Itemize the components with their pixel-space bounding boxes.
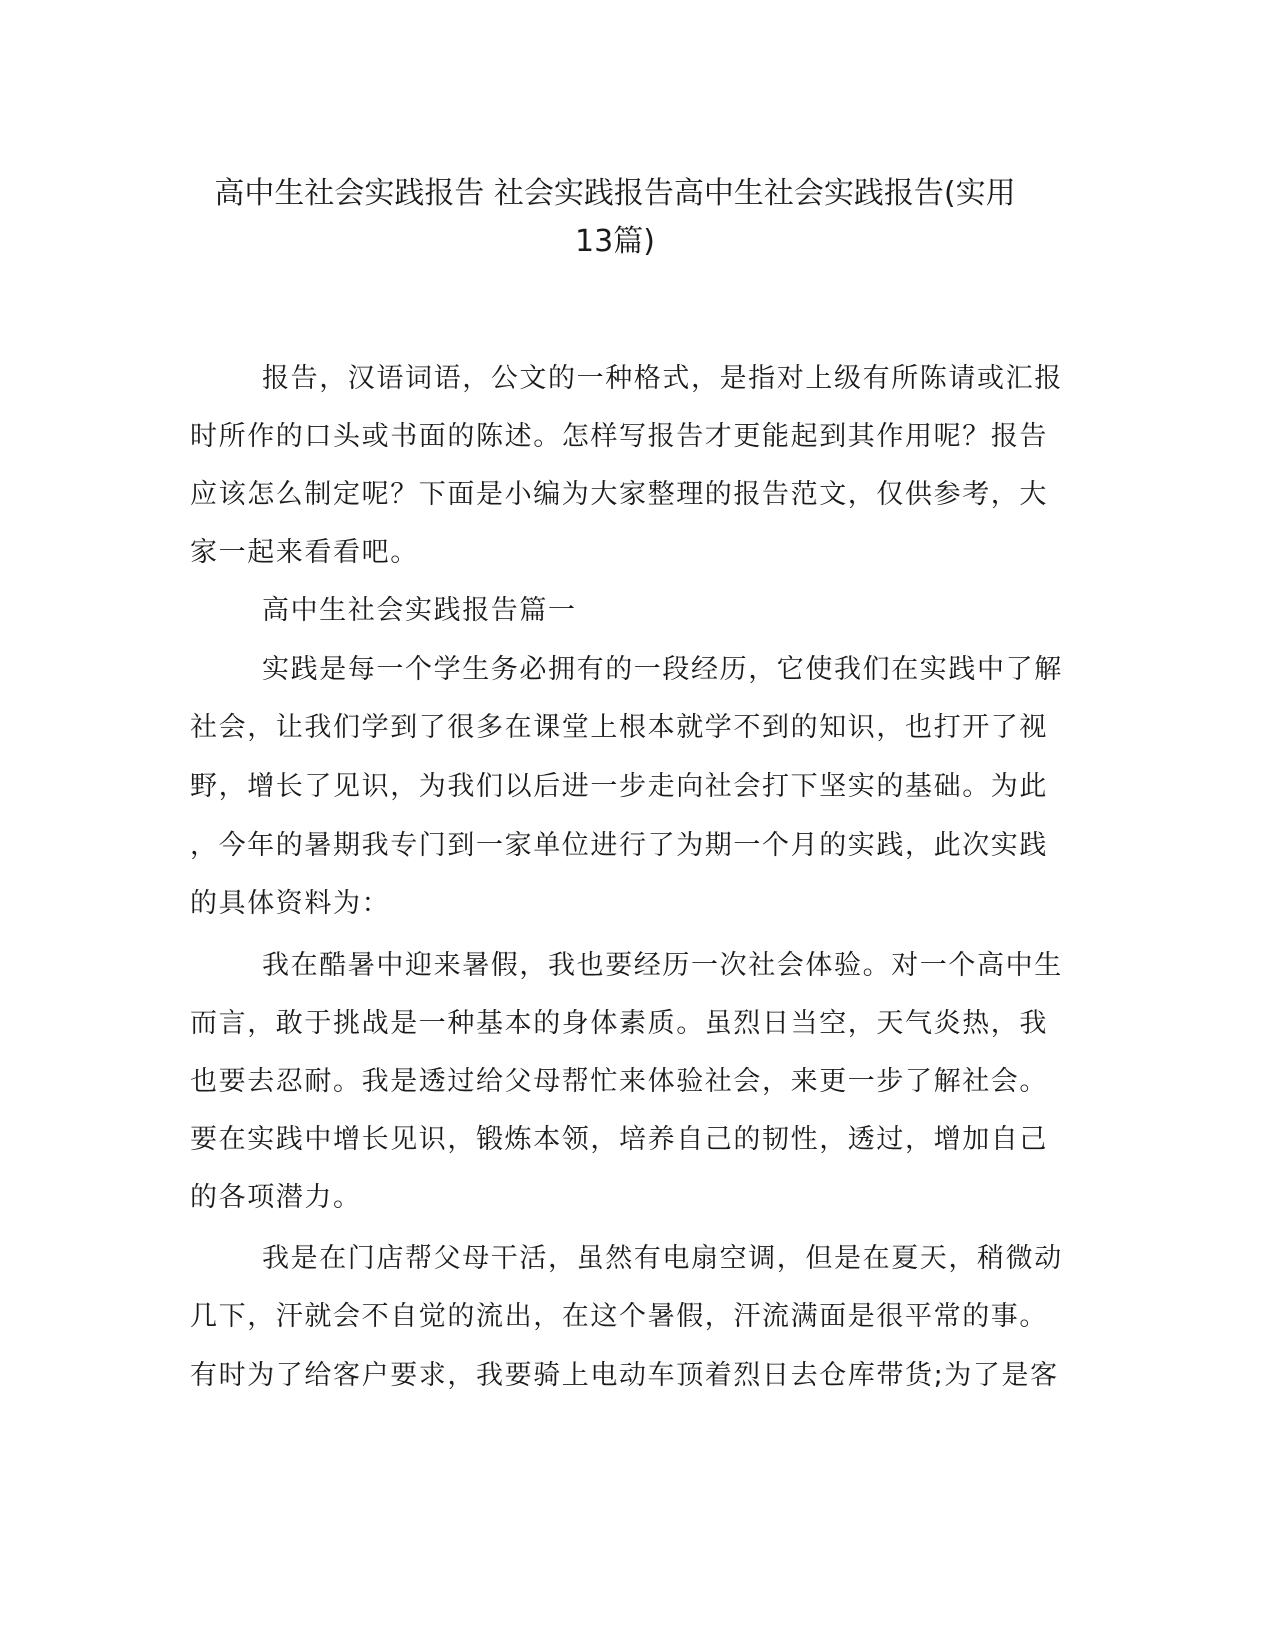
paragraph-line: 野，增长了见识，为我们以后进一步走向社会打下坚实的基础。为此	[190, 771, 1048, 802]
paragraph-line: 实践是每一个学生务必拥有的一段经历，它使我们在实践中了解	[262, 654, 1063, 685]
document-title	[180, 170, 1050, 266]
paragraph-line: 社会，让我们学到了很多在课堂上根本就学不到的知识，也打开了视	[190, 712, 1048, 743]
intro-line-4: 家一起来看看吧。	[190, 537, 419, 568]
title-line-1: 高中生社会实践报告 社会实践报告高中生社会实践报告(实用	[214, 176, 1016, 211]
paragraph-line: 我是在门店帮父母干活，虽然有电扇空调，但是在夏天，稍微动	[262, 1243, 1063, 1274]
paragraph-line: 而言，敢于挑战是一种基本的身体素质。虽烈日当空，天气炎热，我	[190, 1008, 1048, 1039]
paragraph-line: 也要去忍耐。我是透过给父母帮忙来体验社会，来更一步了解社会。	[190, 1066, 1048, 1097]
intro-line-2: 时所作的口头或书面的陈述。怎样写报告才更能起到其作用呢？报告	[190, 421, 1048, 452]
section-heading: 高中生社会实践报告篇一	[262, 595, 577, 626]
paragraph-line: 的具体资料为：	[190, 888, 391, 919]
paragraph-line: 要在实践中增长见识，锻炼本领，培养自己的韧性，透过，增加自己	[190, 1124, 1048, 1155]
paragraph-line: 我在酷暑中迎来暑假，我也要经历一次社会体验。对一个高中生	[262, 950, 1063, 981]
paragraph-line: 有时为了给客户要求，我要骑上电动车顶着烈日去仓库带货;为了是客	[190, 1360, 1059, 1391]
paragraph-line: ，今年的暑期我专门到一家单位进行了为期一个月的实践，此次实践	[190, 830, 1048, 861]
paragraph-line: 的各项潜力。	[190, 1182, 362, 1213]
title-line-2: 13篇)	[575, 224, 655, 259]
intro-line-1: 报告，汉语词语，公文的一种格式，是指对上级有所陈请或汇报	[262, 363, 1063, 394]
paragraph-line: 几下，汗就会不自觉的流出，在这个暑假，汗流满面是很平常的事。	[190, 1301, 1048, 1332]
intro-line-3: 应该怎么制定呢？下面是小编为大家整理的报告范文，仅供参考，大	[190, 479, 1048, 510]
